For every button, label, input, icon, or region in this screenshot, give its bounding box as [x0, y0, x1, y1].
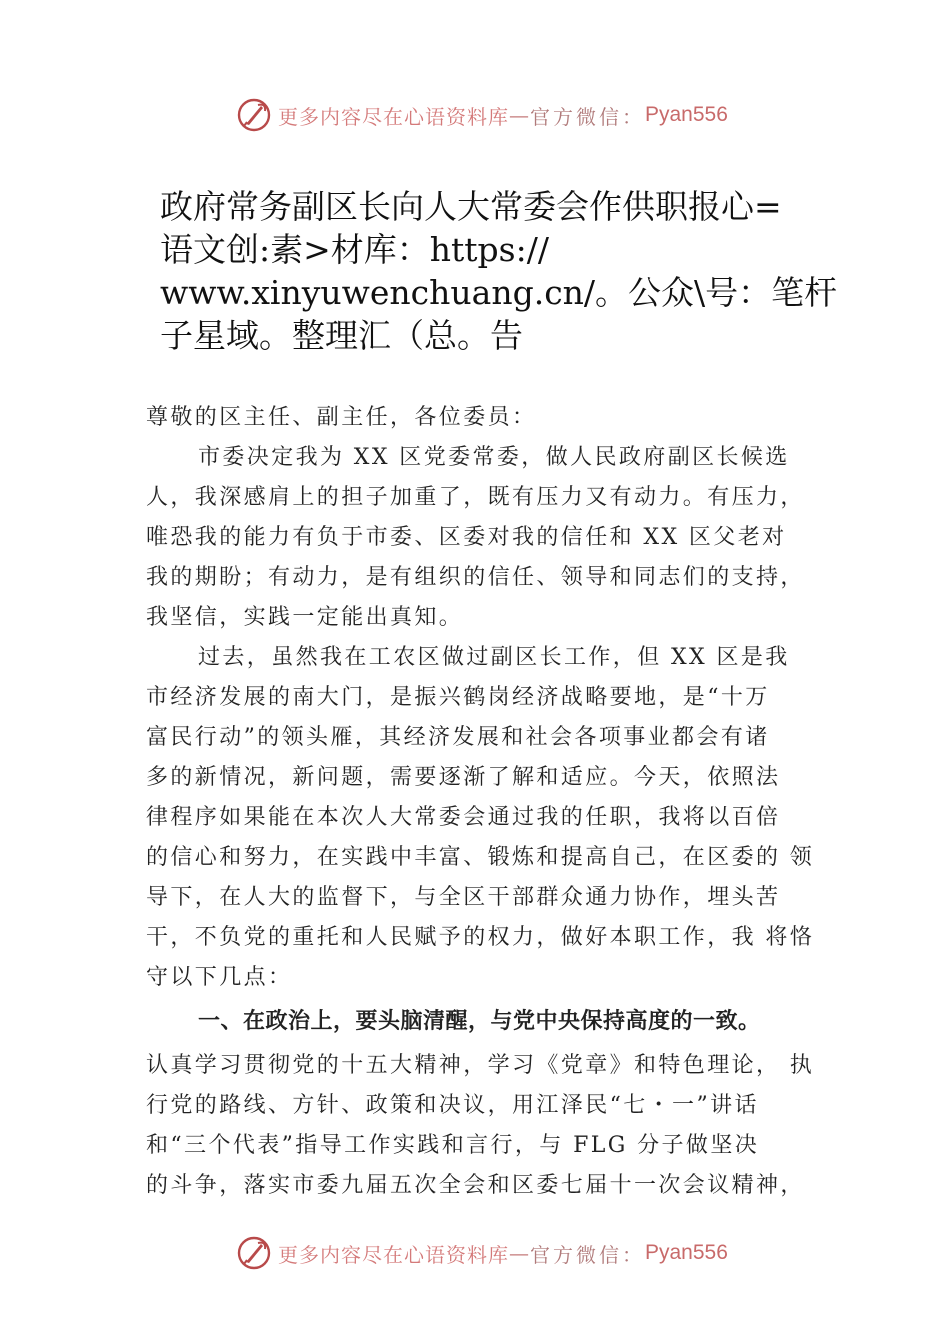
body-line: 多的新情况，新问题，需要逐渐了解和适应。今天，依照法: [146, 765, 781, 790]
title-line: 子星域。整理汇（总。告: [160, 316, 523, 355]
banner-wechat-id: Pyan556: [645, 1241, 728, 1264]
title-line: www.xinyuwenchuang.cn/。公众\号：笔杆: [160, 273, 838, 312]
body-line: 认真学习贯彻党的十五大精神，学习《党章》和特色理论， 执: [146, 1053, 815, 1078]
banner-wechat-label: 官方微信：: [530, 104, 645, 129]
title-line: 语文创:素>材库：https://: [160, 230, 549, 269]
body-line: 人，我深感肩上的担子加重了，既有压力又有动力。有压力，: [146, 485, 805, 510]
body-line: 唯恐我的能力有负于市委、区委对我的信任和 XX 区父老对: [146, 525, 787, 550]
body-line: 行党的路线、方针、政策和决议，用江泽民“七・一”讲话: [146, 1093, 759, 1118]
banner-dash: —: [509, 103, 530, 127]
quill-logo-icon: [236, 97, 272, 133]
body-line: 尊敬的区主任、副主任，各位委员：: [146, 405, 537, 430]
footer-banner: [236, 1233, 756, 1273]
banner-wechat-label: 官方微信：: [530, 1242, 645, 1267]
document-body: [146, 398, 816, 1206]
body-line: 和“三个代表”指导工作实践和言行，与 FLG 分子做坚决: [146, 1133, 760, 1158]
banner-text: 更多内容尽在心语资料库: [278, 104, 509, 129]
section-heading: 一、在政治上，要头脑清醒，与党中央保持高度的一致。: [198, 1009, 761, 1034]
body-line: 导下，在人大的监督下，与全区干部群众通力协作，埋头苦: [146, 885, 781, 910]
body-line: 的斗争，落实市委九届五次全会和区委七届十一次会议精神，: [146, 1173, 805, 1198]
body-line: 的信心和努力，在实践中丰富、锻炼和提高自己，在区委的 领: [146, 845, 815, 870]
body-line: 我的期盼；有动力，是有组织的信任、领导和同志们的支持，: [146, 565, 805, 590]
banner-dash: —: [509, 1241, 530, 1265]
banner-text: 更多内容尽在心语资料库: [278, 1242, 509, 1267]
body-line: 守以下几点：: [146, 965, 293, 990]
document-title: [160, 185, 840, 357]
quill-logo-icon: [236, 1235, 272, 1271]
body-line: 富民行动”的领头雁，其经济发展和社会各项事业都会有诸: [146, 725, 770, 750]
body-line: 市经济发展的南大门，是振兴鹤岗经济战略要地，是“十万: [146, 685, 770, 710]
body-line: 干，不负党的重托和人民赋予的权力，做好本职工作，我 将恪: [146, 925, 815, 950]
body-line: 我坚信，实践一定能出真知。: [146, 605, 464, 630]
banner-wechat-id: Pyan556: [645, 103, 728, 126]
body-line: 过去，虽然我在工农区做过副区长工作，但 XX 区是我: [198, 645, 790, 670]
body-line: 律程序如果能在本次人大常委会通过我的任职，我将以百倍: [146, 805, 781, 830]
title-line: 政府常务副区长向人大常委会作供职报心=: [160, 187, 782, 226]
header-banner: [236, 95, 756, 135]
body-line: 市委决定我为 XX 区党委常委，做人民政府副区长候选: [198, 445, 790, 470]
